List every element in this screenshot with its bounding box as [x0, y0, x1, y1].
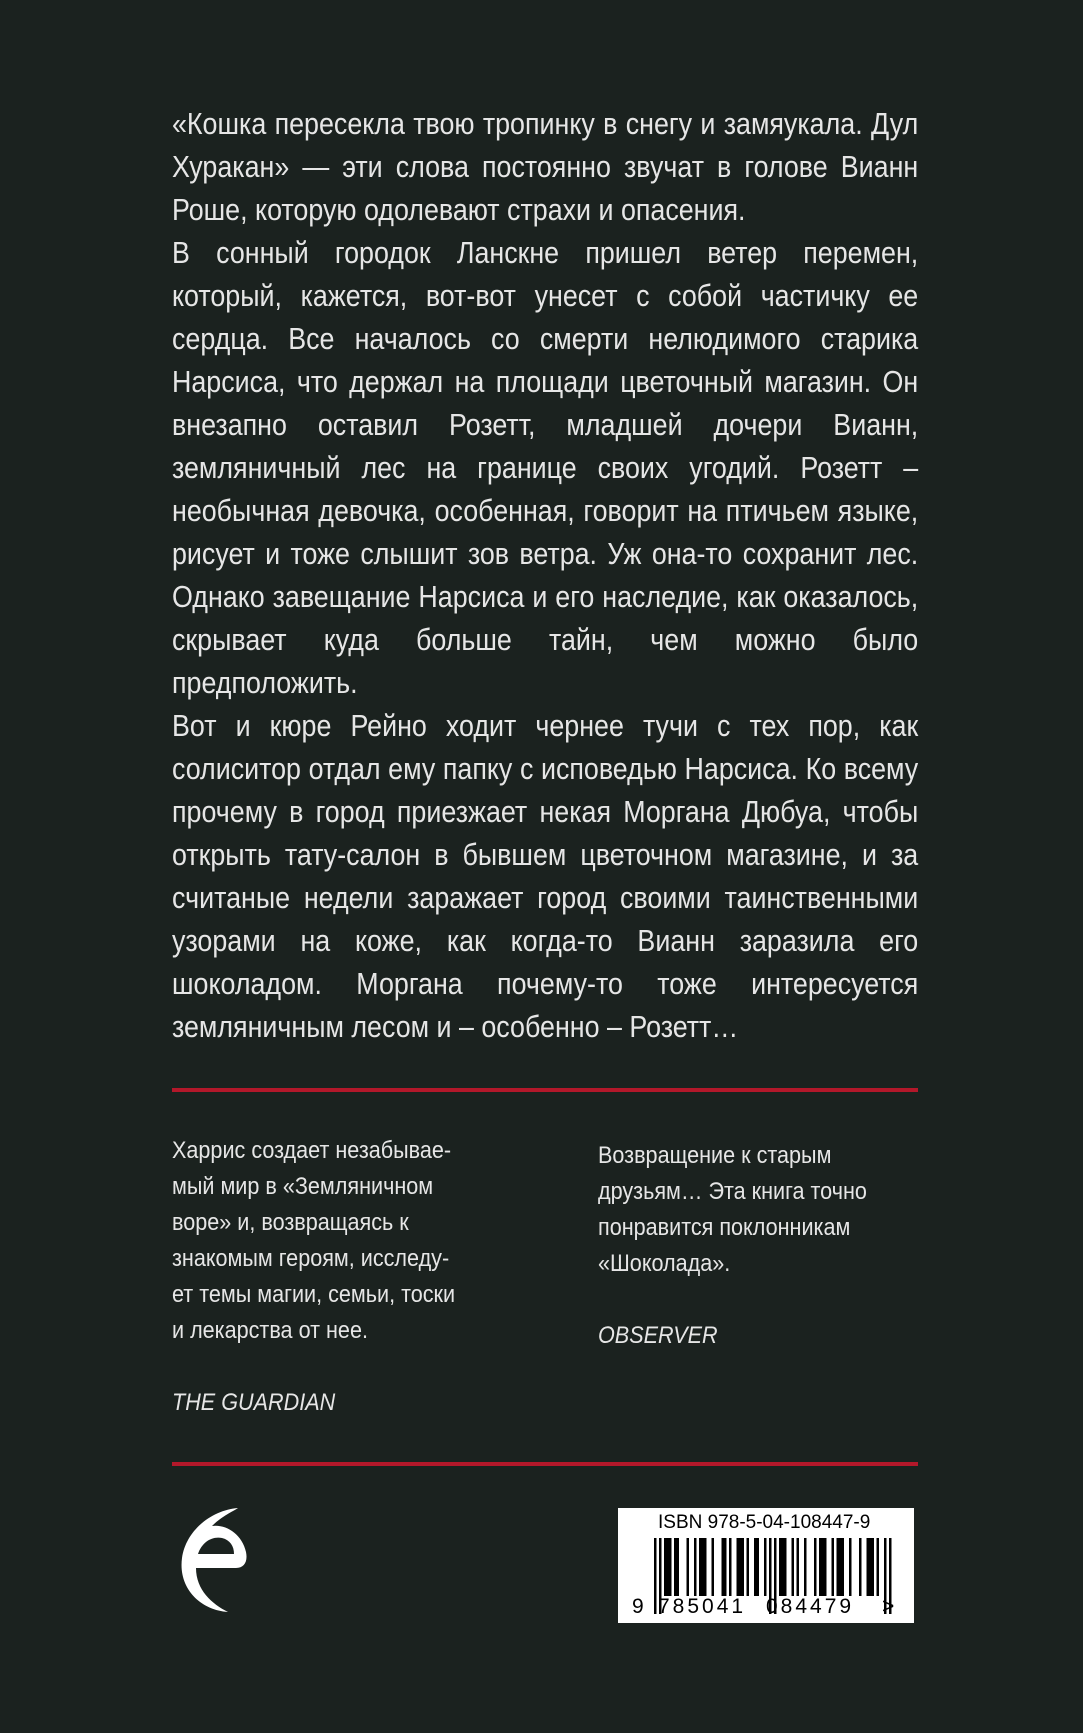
review-line: друзьям… Эта книга точно: [598, 1178, 867, 1205]
barcode-bar: [654, 1538, 657, 1614]
barcode-bar: [747, 1538, 750, 1596]
isbn-label: ISBN 978-5-04-108447-9: [658, 1512, 871, 1533]
review-line: «Шоколада».: [598, 1250, 731, 1277]
barcode-bar: [702, 1538, 705, 1596]
review-source: OBSERVER: [598, 1322, 718, 1349]
barcode-bar: [764, 1538, 767, 1596]
review-line: понравится поклонникам: [598, 1214, 851, 1241]
barcode-bar: [704, 1538, 707, 1596]
isbn-digits-left: 785041: [658, 1595, 747, 1618]
barcode-bar: [699, 1538, 702, 1596]
eksmo-logo-icon: [172, 1500, 252, 1618]
isbn-digits-right: 084479: [766, 1595, 855, 1618]
barcode-bar: [737, 1538, 740, 1596]
review-observer: [598, 1138, 867, 1354]
barcode-bar: [859, 1538, 862, 1596]
barcode-bar: [669, 1538, 672, 1596]
barcode-bar: [869, 1538, 872, 1596]
barcode-bar: [814, 1538, 817, 1596]
barcode-bar: [677, 1538, 680, 1596]
barcode-bar: [729, 1538, 732, 1596]
review-line: мый мир в «Земляничном: [172, 1173, 434, 1200]
barcode-bar: [804, 1538, 807, 1596]
divider-bottom: [172, 1462, 918, 1466]
review-guardian: [172, 1133, 455, 1421]
barcode-bar: [779, 1538, 782, 1596]
barcode-bar: [824, 1538, 827, 1596]
barcode-bar: [754, 1538, 757, 1596]
barcode-bar: [832, 1538, 835, 1596]
review-source: THE GUARDIAN: [172, 1389, 336, 1416]
barcode-bar: [687, 1538, 690, 1596]
divider-top: [172, 1088, 918, 1092]
barcode-bar: [782, 1538, 785, 1596]
review-line: ет темы магии, семьи, тоски: [172, 1281, 456, 1308]
barcode-bar: [739, 1538, 742, 1596]
isbn-digit-first: 9: [632, 1595, 644, 1618]
review-line: Возвращение к старым: [598, 1142, 832, 1169]
barcode-bar: [849, 1538, 852, 1596]
barcode-bar: [784, 1538, 787, 1596]
barcode-bar: [867, 1538, 870, 1596]
barcode-bar: [742, 1538, 745, 1596]
barcode-bar: [674, 1538, 677, 1596]
review-line: воре» и, возвращаясь к: [172, 1209, 409, 1236]
barcode-bar: [792, 1538, 795, 1596]
barcode-bar: [819, 1538, 822, 1596]
annotation-paragraph-1: «Кошка пересекла твою тропинку в снегу и замяукала. Дул Хуракан» — эти слова постоянно звучат в голове Вианн Роше, которую одолевают страхи и опасения.: [172, 107, 919, 227]
review-line: Харрис создает незабывае-: [172, 1137, 452, 1164]
isbn-arrow: >: [882, 1595, 895, 1618]
barcode-bar: [837, 1538, 840, 1596]
isbn-barcode: [618, 1508, 914, 1623]
barcode-bar: [842, 1538, 845, 1596]
barcode-bar: [877, 1538, 880, 1596]
barcode-bar: [724, 1538, 727, 1596]
barcode-bar: [694, 1538, 697, 1596]
barcode-bar: [712, 1538, 715, 1596]
annotation-paragraph-2: В сонный городок Ланскне пришел ветер перемен, который, кажется, вот-вот унесет с собой частичку ее сердца. Все началось со смерти нелюдимого старика Нарсиса, что держал на площади цветочный магазин. Он внезапно оставил Розетт, младшей дочери Вианн, земляничный лес на границе своих угодий. Розетт – необычная девочка, особенная, говорит на птичьем языке, рисует и тоже слышит зов ветра. Уж она-то сохранит лес. Однако завещание Нарсиса и его наследие, как оказалось, скрывает куда больше тайн, чем можно было предположить.: [172, 236, 919, 700]
annotation-text: [172, 103, 918, 1049]
barcode-bar: [722, 1538, 725, 1596]
barcode-bar: [839, 1538, 842, 1596]
barcode-bar: [822, 1538, 825, 1596]
barcode-bar: [757, 1538, 760, 1596]
review-line: и лекарства от нее.: [172, 1317, 368, 1344]
barcode-bar: [667, 1538, 670, 1596]
barcode-bar: [872, 1538, 875, 1596]
barcode-bar: [797, 1538, 800, 1596]
barcode-bar: [664, 1538, 667, 1596]
review-line: знакомым героям, исследу-: [172, 1245, 450, 1272]
annotation-paragraph-3: Вот и кюре Рейно ходит чернее тучи с тех пор, как солиситор отдал ему папку с исповедью Нарсиса. Ко всему прочему в город приезжает некая Моргана Дюбуа, чтобы открыть тату-салон в бывшем цветочном магазине, и за считаные недели заражает город своими таинственными узорами на коже, как когда-то Вианн заразила его шоколадом. Моргана почему-то тоже интересуется земляничным лесом и – особенно – Розетт…: [172, 709, 919, 1044]
